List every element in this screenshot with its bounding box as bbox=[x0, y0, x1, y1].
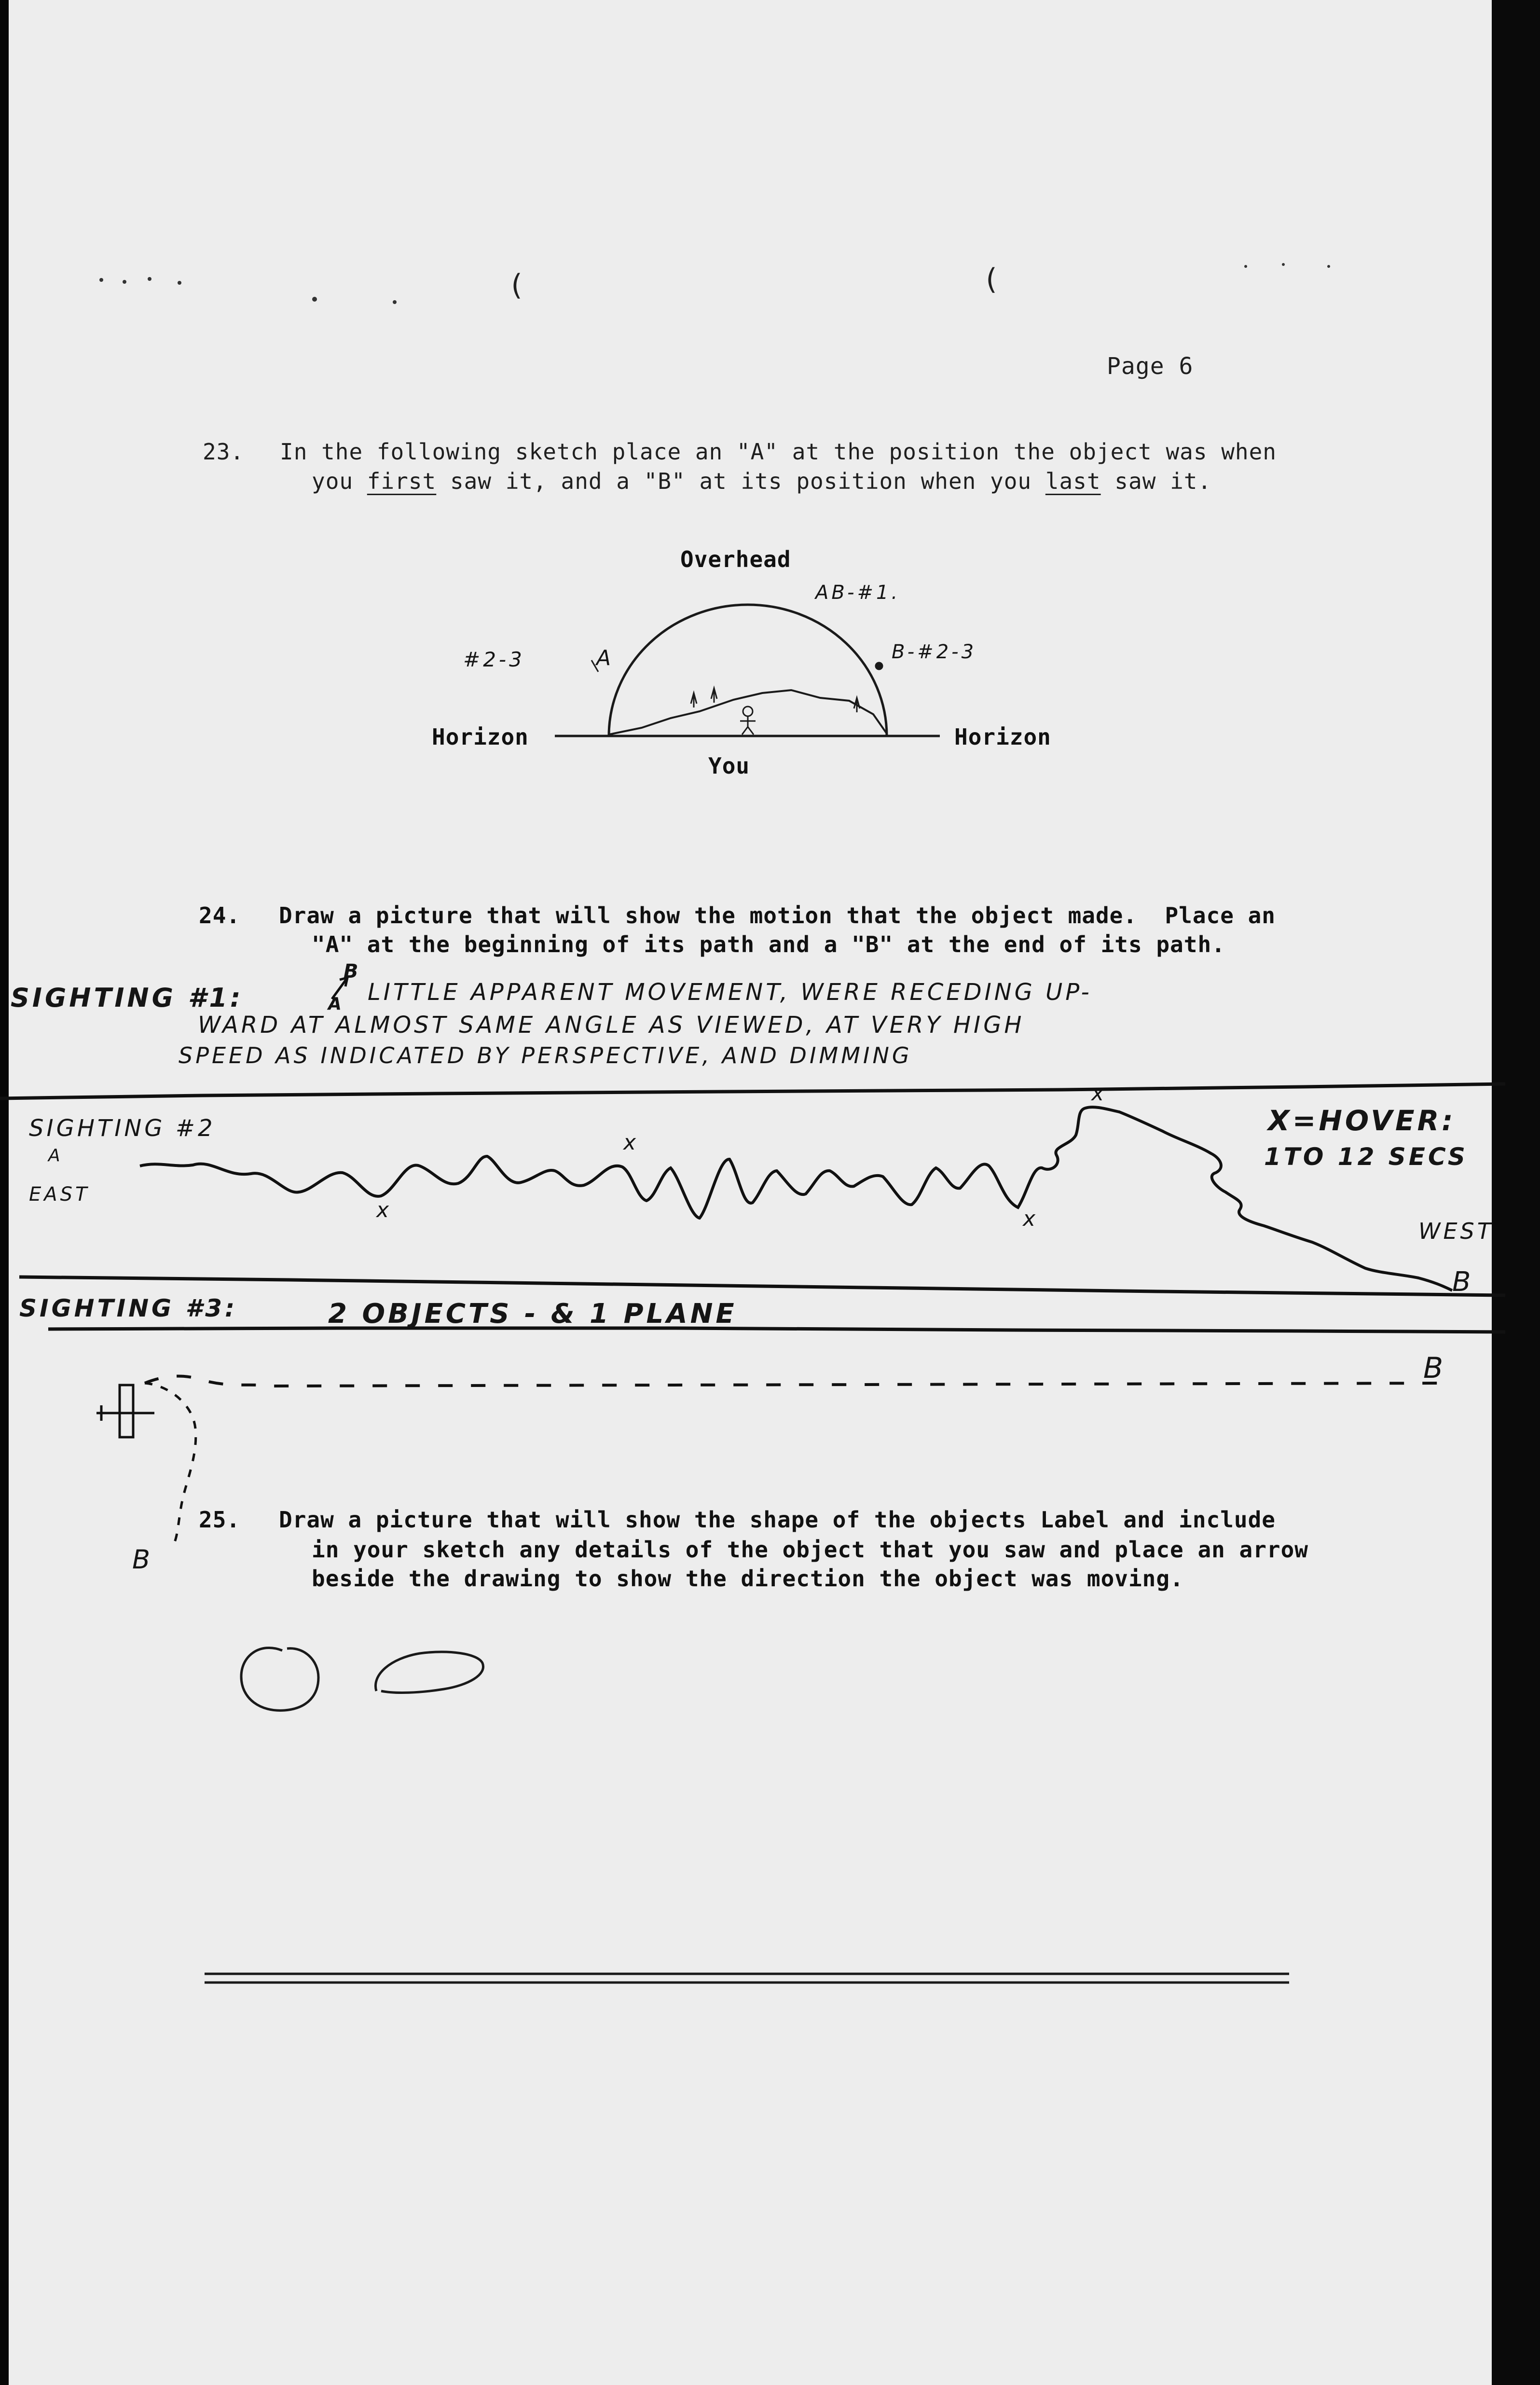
sighting1-mark-a: A bbox=[328, 994, 344, 1014]
hand-a-pointer bbox=[591, 660, 598, 672]
sighting1-label: SIGHTING #1: bbox=[11, 983, 244, 1013]
sighting2-west-label: WEST bbox=[1418, 1218, 1494, 1244]
q23-line2-a: you bbox=[312, 468, 367, 494]
position-b-dot bbox=[875, 662, 883, 670]
hand-a-mark: A bbox=[596, 646, 614, 670]
sighting1-line2: WARD AT ALMOST SAME ANGLE AS VIEWED, AT VERY HIGH bbox=[198, 1012, 1025, 1039]
q23-first-word: first bbox=[367, 468, 437, 494]
sighting3-label: SIGHTING #3: bbox=[19, 1294, 238, 1322]
hover-mark: x bbox=[1023, 1206, 1039, 1231]
q25-line1: Draw a picture that will show the shape of the objects Label and include bbox=[279, 1507, 1276, 1533]
q23-line1: In the following sketch place an "A" at the position the object was when bbox=[280, 439, 1277, 465]
q25-line2: in your sketch any details of the object that you saw and place an arrow bbox=[312, 1537, 1308, 1563]
q25-number: 25. bbox=[199, 1507, 241, 1533]
object-shape-oval bbox=[375, 1652, 483, 1693]
q24-line1: Draw a picture that will show the motion that the object made. Place an bbox=[279, 902, 1276, 929]
sketch-horizon-right-label: Horizon bbox=[954, 724, 1051, 750]
q24-divider-lines bbox=[0, 1084, 1505, 1332]
hand-b-note: B-#2-3 bbox=[892, 641, 977, 663]
sighting1-bottom-line bbox=[0, 1084, 1505, 1098]
paren-mark-right: ( bbox=[982, 263, 1001, 296]
q23-last-word: last bbox=[1045, 468, 1101, 494]
sighting3-bottom-line bbox=[48, 1328, 1505, 1332]
sketch-horizon-left-label: Horizon bbox=[432, 724, 529, 750]
sighting3-mark-b: B bbox=[1423, 1351, 1446, 1385]
plane-drawing bbox=[96, 1383, 196, 1544]
sighting1-mark-b: B bbox=[344, 960, 361, 983]
stick-figure bbox=[740, 707, 756, 735]
q25-line3: beside the drawing to show the direction the object was moving. bbox=[312, 1566, 1184, 1592]
q23-sketch bbox=[555, 605, 940, 736]
hover-mark: x bbox=[623, 1130, 639, 1155]
sighting3-dashed-path bbox=[145, 1376, 1447, 1386]
object-shape-round bbox=[241, 1648, 318, 1710]
sketch-you-label: You bbox=[708, 753, 750, 779]
hand-a-number-note: #2-3 bbox=[463, 648, 525, 671]
sighting2-bottom-line bbox=[19, 1277, 1505, 1295]
sighting1-arrow bbox=[332, 978, 347, 999]
q24-line2: "A" at the beginning of its path and a "B" at the end of its path. bbox=[312, 931, 1225, 957]
sighting3-text: 2 OBJECTS - & 1 PLANE bbox=[328, 1298, 737, 1330]
hover-mark: x bbox=[1091, 1081, 1107, 1106]
paren-mark-left: ( bbox=[508, 268, 526, 302]
sketch-overhead-label: Overhead bbox=[680, 546, 791, 572]
q25-shapes bbox=[241, 1648, 483, 1710]
q23-line2-c: saw it. bbox=[1100, 468, 1212, 494]
hand-ab1-note: AB-#1. bbox=[815, 582, 901, 604]
hover-legend-line2: 1TO 12 SECS bbox=[1264, 1143, 1468, 1171]
q23-number: 23. bbox=[203, 439, 245, 465]
sighting2-label: SIGHTING #2 bbox=[29, 1115, 216, 1142]
sighting2-east-label: EAST bbox=[29, 1183, 90, 1206]
bottom-double-rule bbox=[205, 1974, 1289, 1983]
sighting3-plane-mark-b: B bbox=[132, 1544, 153, 1575]
sighting1-line1: LITTLE APPARENT MOVEMENT, WERE RECEDING UP- bbox=[368, 979, 1092, 1006]
hover-mark: x bbox=[376, 1198, 392, 1222]
q24-number: 24. bbox=[199, 902, 241, 929]
sighting2-mark-b: B bbox=[1452, 1266, 1474, 1298]
scan-specks bbox=[99, 263, 1330, 304]
q23-line2-b: saw it, and a "B" at its position when you bbox=[436, 468, 1045, 494]
page-number: Page 6 bbox=[1107, 353, 1194, 380]
sighting2-east-a: A bbox=[48, 1146, 63, 1165]
sighting1-line3: SPEED AS INDICATED BY PERSPECTIVE, AND DIMMING bbox=[179, 1042, 912, 1068]
hover-legend-line1: X=HOVER: bbox=[1268, 1104, 1456, 1137]
sighting2-motion-path bbox=[140, 1107, 1452, 1290]
